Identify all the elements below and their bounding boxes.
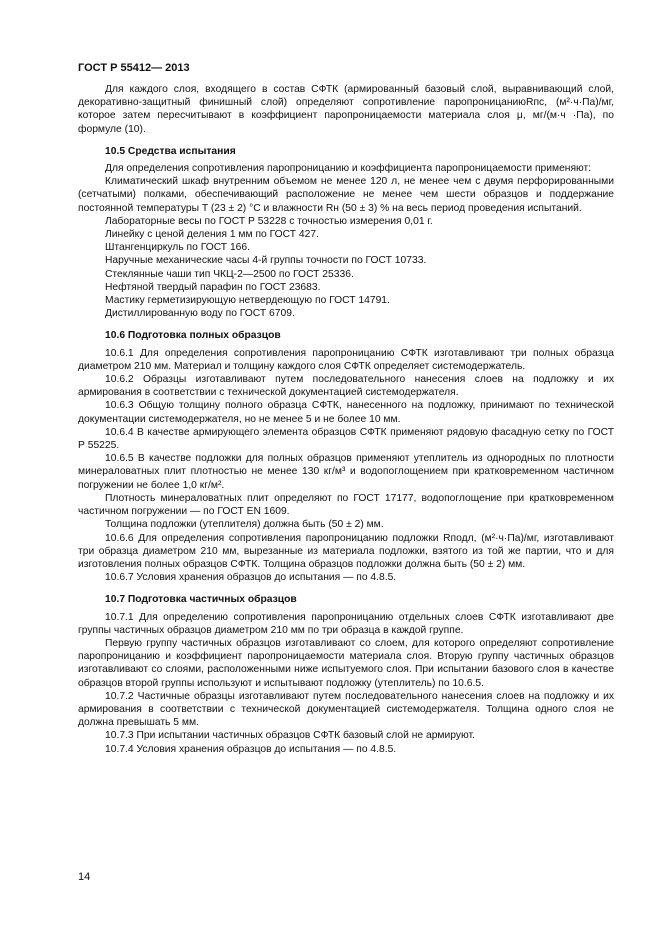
paragraph: 10.6.7 Условия хранения образцов до испытания — по 4.8.5.: [105, 572, 397, 584]
paragraph: 10.7.4 Условия хранения образцов до испытания — по 4.8.5.: [105, 743, 397, 755]
section-heading: 10.6 Подготовка полных образцов: [105, 330, 281, 342]
section-heading: 10.7 Подготовка частичных образцов: [105, 594, 297, 606]
paragraph: 10.6.3 Общую толщину полного образца СФТК, нанесенного на подложку, принимают по технической документации системодержателя, но не менее 5 и не более 10 мм.: [78, 400, 614, 425]
paragraph: Толщина подложки (утеплителя) должна быть (50 ± 2) мм.: [105, 519, 384, 531]
paragraph: Лабораторные весы по ГОСТ Р 53228 с точностью измерения 0,01 г.: [105, 215, 433, 227]
paragraph: Плотность минераловатных плит определяют по ГОСТ 17177, водопоглощение при кратковременном частичном погружении — по ГОСТ EN 1609.: [78, 492, 614, 518]
paragraph: 10.7.2 Частичные образцы изготавливают путем последовательного нанесения слоев на подложку и их армирования в соответствии с технической документацией системодержателя. Толщина одного слоя не должна превышать 5 мм.: [78, 690, 614, 729]
paragraph: Наручные механические часы 4-й группы точности по ГОСТ 10733.: [105, 255, 427, 267]
document-body: [78, 83, 614, 756]
paragraph: Нефтяной твердый парафин по ГОСТ 23683.: [105, 281, 321, 293]
paragraph: 10.6.4 В качестве армирующего элемента образцов СФТК применяют рядовую фасадную сетку по ГОСТ Р 55225.: [78, 426, 614, 452]
paragraph: Климатический шкаф внутренним объемом не менее 120 л, не менее чем с двумя перфорированными (сетчатыми) полками, обеспечивающий расположение не менее чем шести образцов и поддержание постоянной температуры T (23 ± 2) °C и влажности Rн (50 ± 3) % на весь период проведения испытаний.: [78, 176, 614, 214]
paragraph: Для каждого слоя, входящего в состав СФТК (армированный базовый слой, выравнивающий слой, декоративно-защитный финишный слой) определяют сопротивление паропроницаниюRпс, (м²·ч·Па)/мг, которое затем пересчитывают в коэффициент паропроницаемости материала слоя μ, мг/(м·ч ·Па), по формуле (10).: [78, 84, 614, 135]
page-header: ГОСТ Р 55412— 2013: [78, 62, 190, 74]
paragraph: Дистиллированную воду по ГОСТ 6709.: [105, 308, 295, 320]
paragraph: 10.7.1 Для определению сопротивления паропроницанию отдельных слоев СФТК изготавливают две группы частичных образцов диаметром 210 мм по три образца в каждой группе.: [78, 611, 614, 636]
paragraph: Мастику герметизирующую нетвердеющую по ГОСТ 14791.: [105, 295, 390, 307]
paragraph: 10.6.6 Для определения сопротивления паропроницанию подложки Rподл, (м²·ч·Па)/мг, изготавливают три образца диаметром 210 мм, вырезанные из материала подложки, взятого из той же партии, что и для изготовления полных образцов СФТК. Толщина образцов подложки должна быть (50 ± 2) мм.: [78, 532, 614, 570]
paragraph: Линейку с ценой деления 1 мм по ГОСТ 427.: [105, 229, 319, 241]
paragraph: Стеклянные чаши тип ЧКЦ-2—2500 по ГОСТ 25336.: [105, 268, 354, 280]
paragraph: 10.6.5 В качестве подложки для полных образцов применяют утеплитель из однородных по плотности минераловатных плит плотностью не менее 130 кг/м³ и водопоглощением при кратковременном частичном погружении не более 1,0 кг/м².: [78, 453, 614, 491]
paragraph: Первую группу частичных образцов изготавливают со слоем, для которого определяют сопротивление паропроницанию и коэффициент паропроницаемости материала слоя. Вторую группу частичных образцов изготавливают со слоями, расположенными ниже испытуемого слоя. При испытании базового слоя в качестве образцов второй группы используют и испытывают подложку (утеплитель) по 10.6.5.: [78, 637, 614, 689]
paragraph: 10.7.3 При испытании частичных образцов СФТК базовый слой не армируют.: [105, 730, 475, 742]
paragraph: 10.6.1 Для определения сопротивления паропроницанию СФТК изготавливают три полных образца диаметром 210 мм. Материал и толщину каждого слоя СФТК определяет системодержатель.: [78, 347, 614, 372]
paragraph: 10.6.2 Образцы изготавливают путем последовательного нанесения слоев на подложку и их армирования в соответствии с технической документацией системодержателя.: [78, 374, 614, 399]
paragraph: Штангенциркуль по ГОСТ 166.: [105, 242, 251, 254]
page-number: 14: [78, 871, 91, 883]
paragraph: Для определения сопротивления паропроницанию и коэффициента паропроницаемости применяют:: [105, 163, 592, 175]
section-heading: 10.5 Средства испытания: [105, 145, 236, 157]
